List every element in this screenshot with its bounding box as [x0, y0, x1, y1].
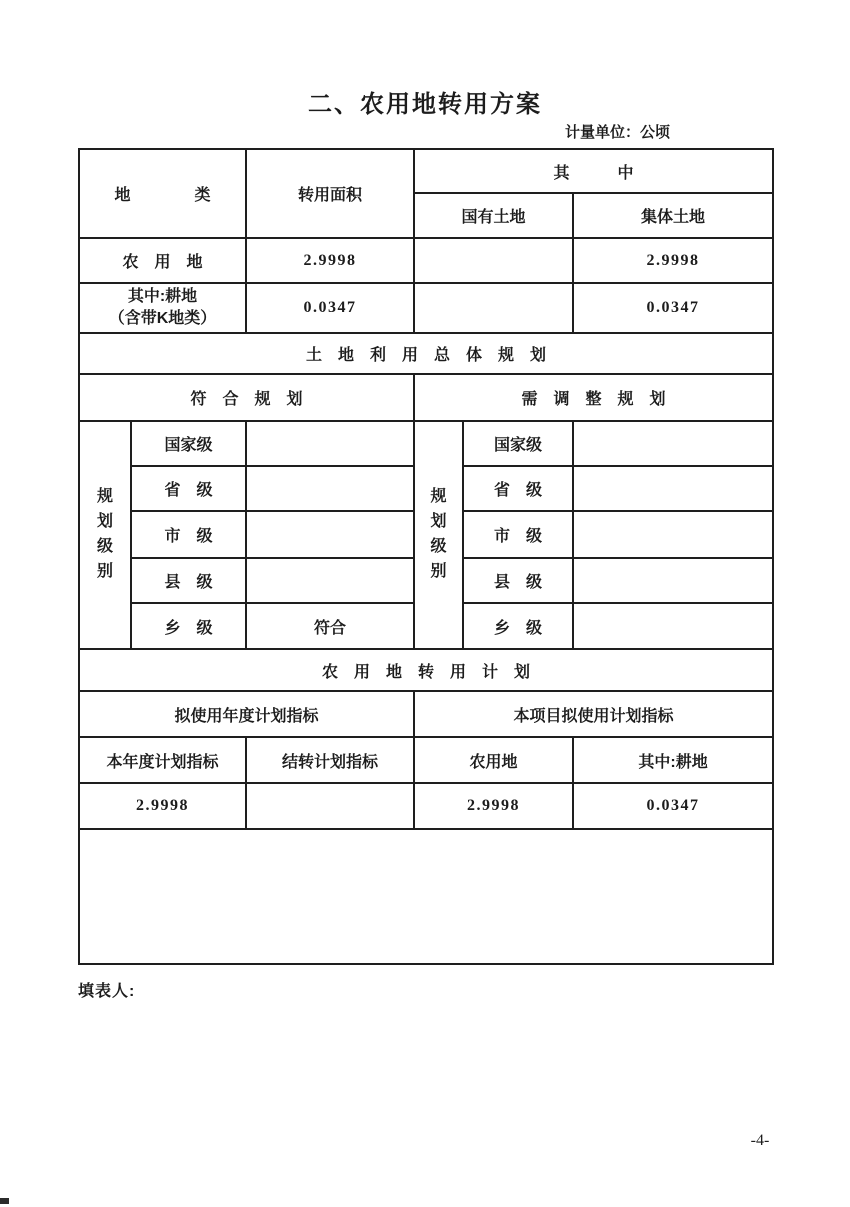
cell-cultivated-collective-land: 0.0347 — [573, 283, 773, 333]
measurement-unit-note: 计量单位：公顷 — [564, 124, 670, 141]
cell-conform-national — [246, 421, 414, 466]
header-of-which: 其 中 — [414, 149, 773, 193]
cell-conform-province — [246, 466, 414, 511]
cell-conform-county — [246, 558, 414, 603]
planning-level-axis-right-label: 规划级别 — [430, 488, 447, 580]
cell-adjust-national — [573, 421, 773, 466]
cell-agricultural-collective-land: 2.9998 — [573, 238, 773, 283]
cell-agricultural-state-land — [414, 238, 573, 283]
cell-adjust-township — [573, 603, 773, 649]
planning-level-axis-left-label: 规划级别 — [96, 488, 113, 580]
row-cultivated-land-label — [79, 283, 246, 333]
cell-agricultural-area: 2.9998 — [246, 238, 414, 283]
page-number: -4- — [750, 1132, 770, 1149]
header-project-plan-indicator: 本项目拟使用计划指标 — [414, 691, 773, 737]
level-name-national-right: 国家级 — [463, 421, 573, 466]
level-name-national-left: 国家级 — [131, 421, 246, 466]
header-carryover-indicator: 结转计划指标 — [246, 737, 414, 783]
header-annual-plan-indicator: 拟使用年度计划指标 — [79, 691, 414, 737]
cell-carryover-value — [246, 783, 414, 829]
planning-level-axis-left — [79, 421, 131, 649]
level-name-county-right: 县 级 — [463, 558, 573, 603]
planning-level-axis-right — [414, 421, 463, 649]
section-overall-plan-title: 土 地 利 用 总 体 规 划 — [79, 333, 773, 374]
cell-conform-township: 符合 — [246, 603, 414, 649]
table-empty-area — [79, 829, 773, 964]
scan-artifact — [0, 1198, 9, 1204]
header-state-land: 国有土地 — [414, 193, 573, 238]
header-plan-cultivated-land: 其中:耕地 — [573, 737, 773, 783]
cell-conform-city — [246, 511, 414, 558]
cell-adjust-city — [573, 511, 773, 558]
level-name-township-right: 乡 级 — [463, 603, 573, 649]
cultivated-label-line1: 其中:耕地 — [127, 288, 198, 306]
cell-plan-agricultural-value: 2.9998 — [414, 783, 573, 829]
cell-adjust-county — [573, 558, 773, 603]
header-land-type: 地 类 — [79, 149, 246, 238]
header-current-year-indicator: 本年度计划指标 — [79, 737, 246, 783]
level-name-township-left: 乡 级 — [131, 603, 246, 649]
header-adjust-plan: 需 调 整 规 划 — [414, 374, 773, 421]
header-conform-plan: 符 合 规 划 — [79, 374, 414, 421]
cell-cultivated-state-land — [414, 283, 573, 333]
page-title: 二、农用地转用方案 — [308, 91, 542, 118]
level-name-city-right: 市 级 — [463, 511, 573, 558]
cell-plan-cultivated-value: 0.0347 — [573, 783, 773, 829]
level-name-county-left: 县 级 — [131, 558, 246, 603]
level-name-city-left: 市 级 — [131, 511, 246, 558]
header-conversion-area: 转用面积 — [246, 149, 414, 238]
section-conversion-plan-title: 农 用 地 转 用 计 划 — [79, 649, 773, 691]
form-filler-label: 填表人: — [78, 983, 136, 1000]
land-conversion-table — [78, 148, 774, 965]
level-name-province-left: 省 级 — [131, 466, 246, 511]
cell-current-year-value: 2.9998 — [79, 783, 246, 829]
level-name-province-right: 省 级 — [463, 466, 573, 511]
cultivated-label-line2: （含带K地类） — [108, 310, 217, 327]
cell-cultivated-area: 0.0347 — [246, 283, 414, 333]
cell-adjust-province — [573, 466, 773, 511]
header-plan-agricultural-land: 农用地 — [414, 737, 573, 783]
header-collective-land: 集体土地 — [573, 193, 773, 238]
row-agricultural-land-label: 农 用 地 — [79, 238, 246, 283]
